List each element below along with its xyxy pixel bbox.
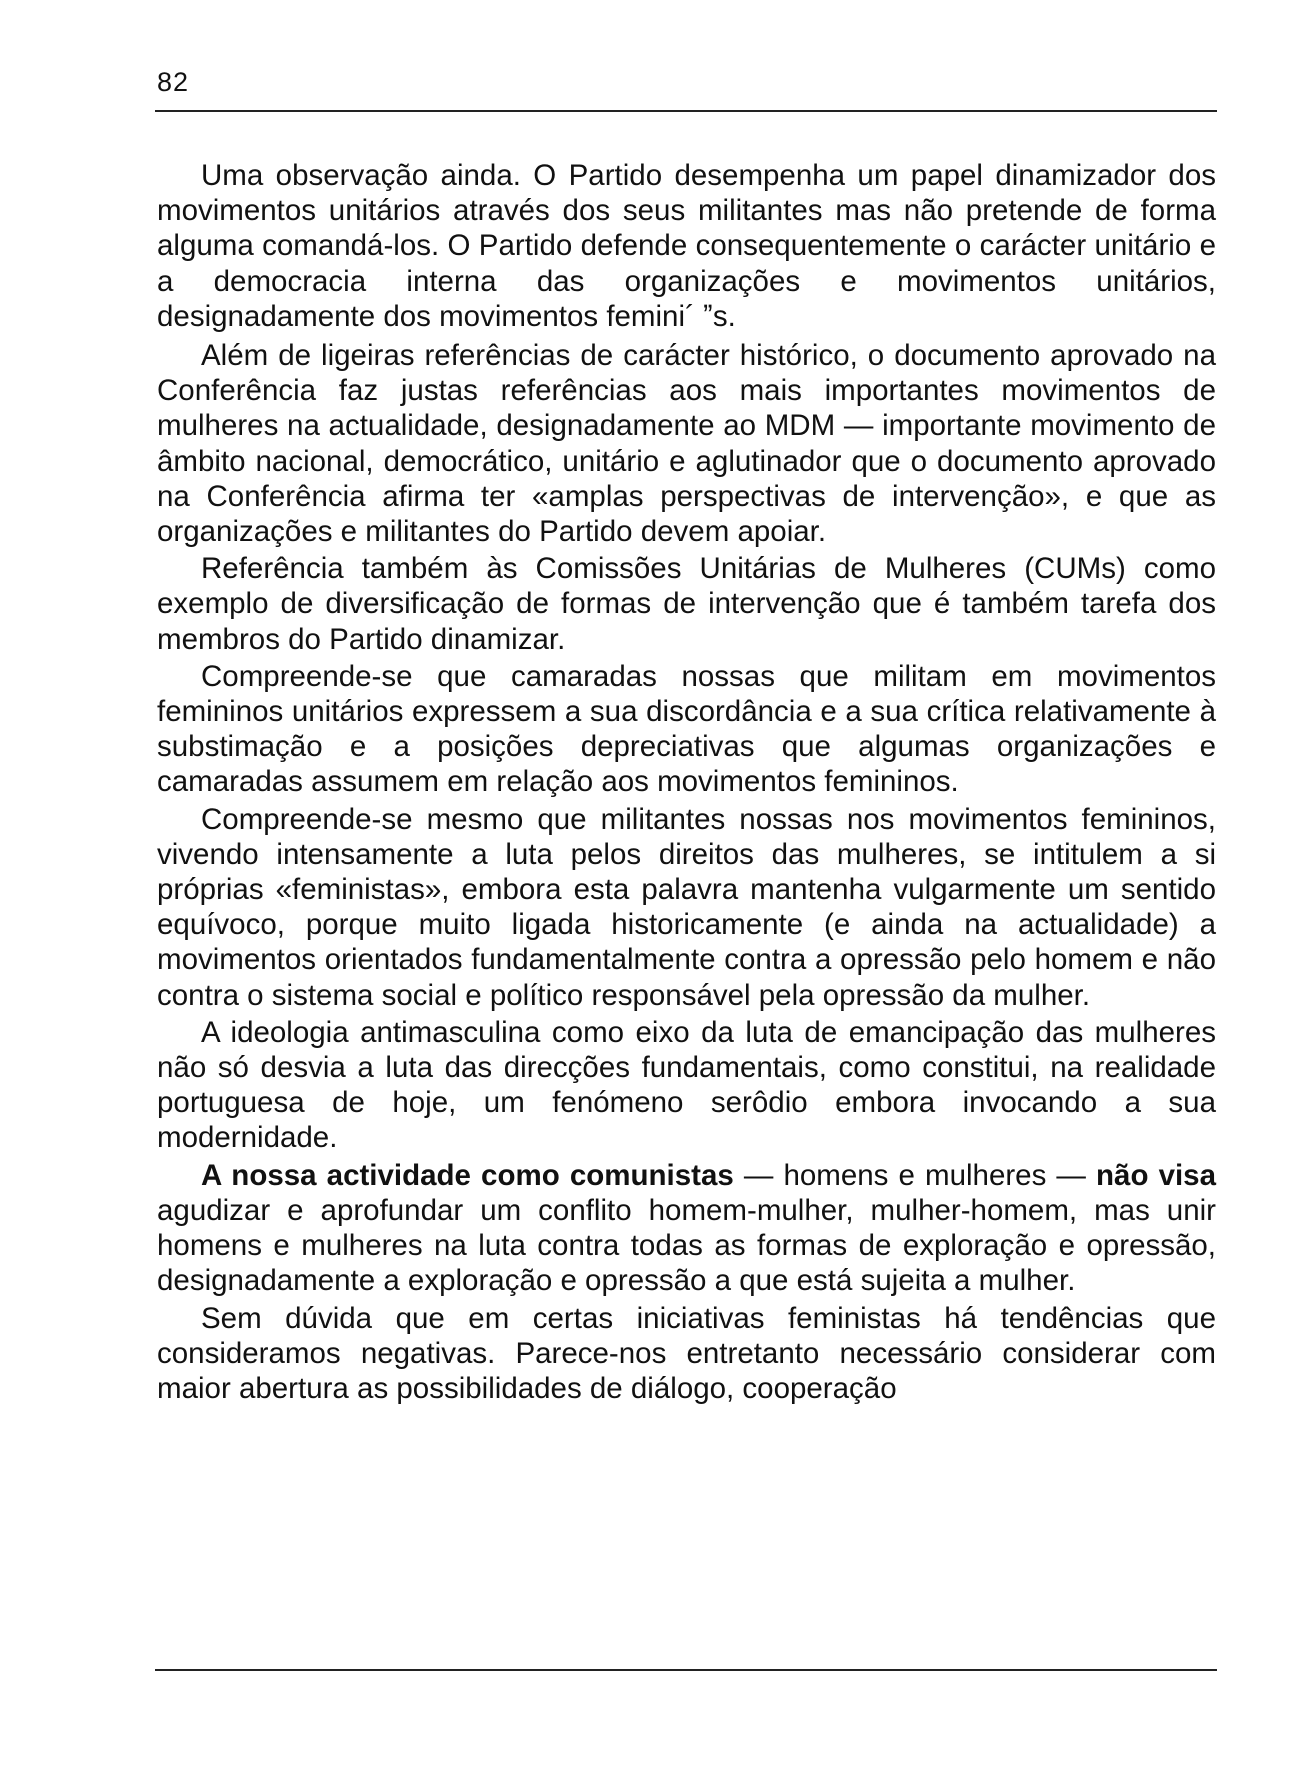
paragraph-7 — [157, 1158, 1216, 1299]
page-number: 82 — [157, 67, 190, 97]
paragraph-6: A ideologia antimasculina como eixo da luta de emancipação das mulheres não só desvia a luta das direcções fundamentais, como constitui, na realidade portuguesa de hoje, um fenómeno serôdio embora invocando a sua modernidade. — [157, 1015, 1216, 1155]
paragraph-2: Além de ligeiras referências de carácter histórico, o documento aprovado na Conferência faz justas referências aos mais importantes movimentos de mulheres na actualidade, designadamente ao MDM — importante movimento de âmbito nacional, democrático, unitário e aglutinador que o documento aprovado na Conferência afirma ter «amplas perspectivas de intervenção», e que as organizações e militantes do Partido devem apoiar. — [157, 339, 1216, 549]
header-rule — [155, 110, 1217, 112]
paragraph-7-text-1: — homens e mulheres — — [733, 1158, 1097, 1192]
paragraph-1: Uma observação ainda. O Partido desempenha um papel dinamizador dos movimentos unitários através dos seus militantes mas não pretende de forma alguma comandá-los. O Partido defende consequentemente o carácter unitário e a democracia interna das organizações e movimentos unitários, designadamente dos movimentos femini´ ˮs. — [157, 159, 1216, 333]
footer-rule — [155, 1669, 1217, 1671]
bold-phrase-communists: A nossa actividade como comunistas — [201, 1158, 734, 1192]
bold-phrase-not-aim: não visa — [1096, 1158, 1216, 1192]
body-text — [157, 158, 1216, 1408]
paragraph-7-text-2: agudizar e aprofundar um conflito homem-mulher, mulher-homem, mas unir homens e mulheres na luta contra todas as formas de exploração e opressão, designadamente a exploração e opressão a que está sujeita a mulher. — [157, 1193, 1216, 1298]
paragraph-8: Sem dúvida que em certas iniciativas feministas há tendências que consideramos negativas. Parece-nos entretanto necessário considerar com maior abertura as possibilidades de diálogo, cooperação — [157, 1301, 1216, 1405]
paragraph-5: Compreende-se mesmo que militantes nossas nos movimentos femininos, vivendo intensamente a luta pelos direitos das mulheres, se intitulem a si próprias «feministas», embora esta palavra mantenha vulgarmente um sentido equívoco, porque muito ligada historicamente (e ainda na actualidade) a movimentos orientados fundamentalmente contra a opressão pelo homem e não contra o sistema social e político responsável pela opressão da mulher. — [157, 802, 1216, 1012]
paragraph-4: Compreende-se que camaradas nossas que militam em movimentos femininos unitários expressem a sua discordância e a sua crítica relativamente à substimação e a posições depreciativas que algumas organizações e camaradas assumem em relação aos movimentos femininos. — [157, 659, 1216, 799]
paragraph-3: Referência também às Comissões Unitárias de Mulheres (CUMs) como exemplo de diversificação de formas de intervenção que é também tarefa dos membros do Partido dinamizar. — [157, 552, 1216, 656]
